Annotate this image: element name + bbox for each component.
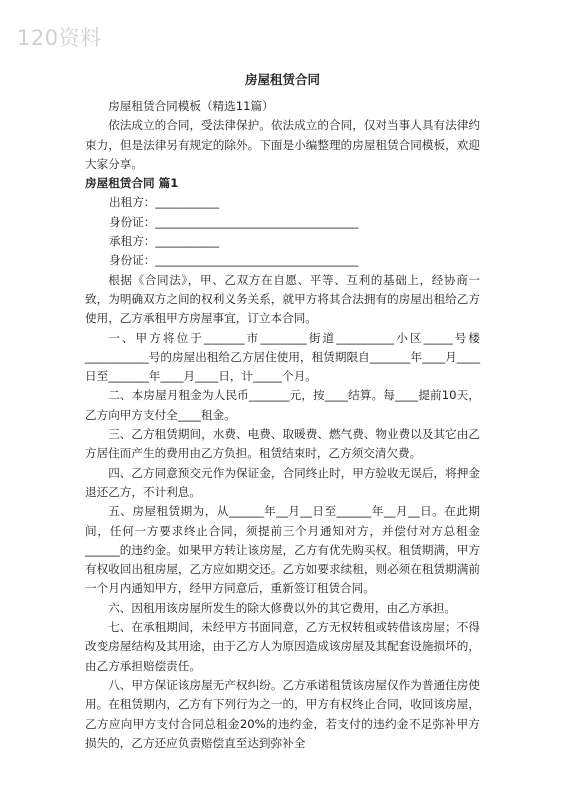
lessee-field: 承租方：___________ <box>109 234 220 249</box>
paragraph: 依法成立的合同，受法律保护。依法成立的合同，仅对当事人具有法律约束力，但是法律另有规定的除外。下面是小编整理的房屋租赁合同模板，欢迎大家分享。 <box>85 118 480 171</box>
lessor-field: 出租方：___________ <box>109 195 220 210</box>
clause-6: 六、因租用该房屋所发生的除大修费以外的其它费用，由乙方承担。 <box>108 600 457 615</box>
clause-3: 三、乙方租赁期间，水费、电费、取暖费、燃气费、物业费以及其它由乙方居住而产生的费用由乙方负担。租赁结束时，乙方须交清欠费。 <box>85 427 480 461</box>
document-title: 房屋租赁合同 <box>244 72 320 87</box>
lessor-id-field: 身份证：___________________________________ <box>109 214 359 229</box>
document-page <box>85 70 480 753</box>
clause-2: 二、本房屋月租金为人民币_______元，按____结算。每____提前10天，乙方向甲方支付全____租金。 <box>85 388 480 422</box>
clause-4: 四、乙方同意预交元作为保证金，合同终止时，甲方验收无误后，将押金退还乙方，不计利息。 <box>85 465 480 499</box>
section-heading: 房屋租赁合同 篇1 <box>85 176 179 191</box>
clause-5: 五、房屋租赁期为，从______年__月__日至______年__月__日。在此期间，任何一方要求终止合同，须提前三个月通知对方，并偿付对方总租金______的违约金。如果甲方转让该房屋，乙方有优先购买权。租赁期满，甲方有权收回出租房屋，乙方应如期交还。乙方如要求续租，则必须在租赁期满前一个月内通知甲方，经甲方同意后，重新签订租赁合同。 <box>85 504 480 596</box>
paragraph: 根据《合同法》，甲、乙双方在自愿、平等、互利的基础上，经协商一致，为明确双方之间的权利义务关系，就甲方将其合法拥有的房屋出租给乙方使用，乙方承租甲方房屋事宜，订立本合同。 <box>85 272 480 326</box>
paragraph: 房屋租赁合同模板（精选11篇） <box>108 99 274 113</box>
clause-8: 八、甲方保证该房屋无产权纠纷。乙方承诺租赁该房屋仅作为普通住房使用。在租赁期内，乙方有下列行为之一的，甲方有权终止合同，收回该房屋，乙方应向甲方支付合同总租金20%的违约金，若支付的违约金不足弥补甲方损失的，乙方还应负责赔偿直至达到弥补全 <box>85 677 480 750</box>
clause-7: 七、在承租期间，未经甲方书面同意，乙方无权转租或转借该房屋；不得改变房屋结构及其用途，由于乙方人为原因造成该房屋及其配套设施损坏的，由乙方承担赔偿责任。 <box>85 620 480 673</box>
clause-1: 一、甲方将位于_______市________街道__________小区_____号楼___________号的房屋出租给乙方居住使用，租赁期限自_______年____月____日至_______年____月____日，计_____个月。 <box>85 330 480 384</box>
lessee-id-field: 身份证：___________________________________ <box>109 253 359 268</box>
watermark: 120资料 <box>17 26 102 50</box>
